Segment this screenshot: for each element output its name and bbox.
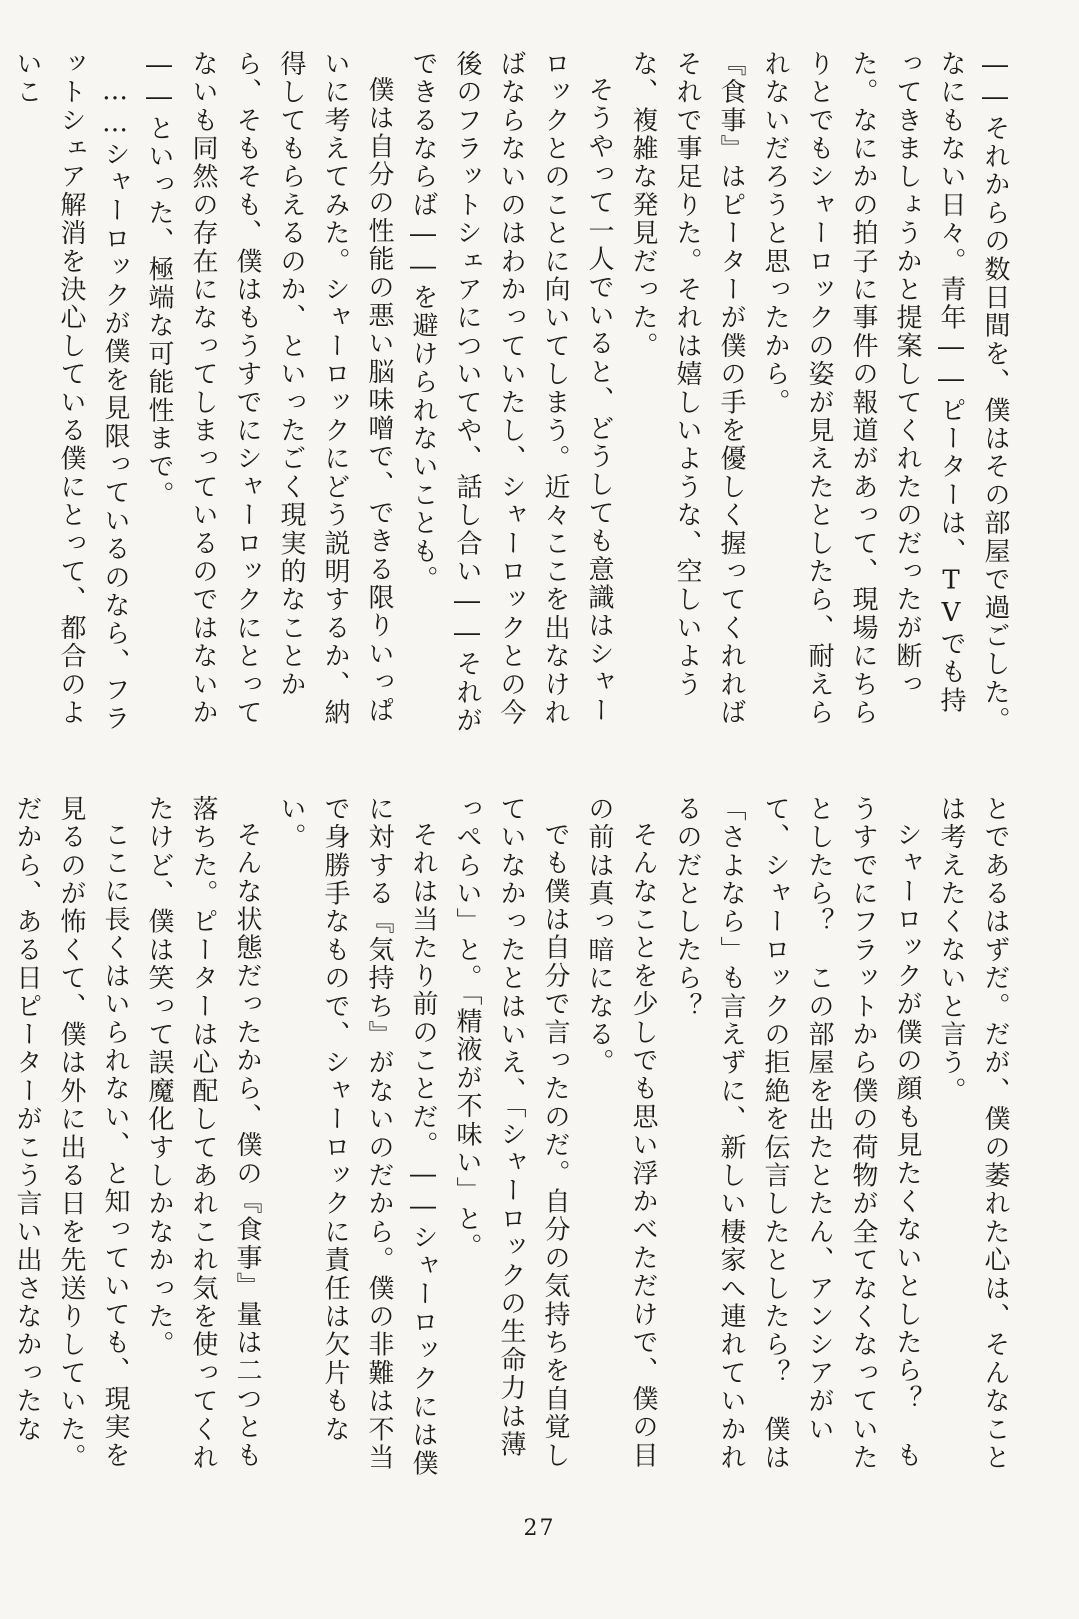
paragraph: シャーロックが僕の顔も見たくないとしたら？ もうすでにフラットから僕の荷物が全てなくなっていたとしたら？ この部屋を出たとたん、アンシアがいて、シャーロックの拒絶を伝言したとしたら？ 僕は「さよなら」も言えずに、新しい棲家へ連れていかれるのだとしたら？	[672, 795, 922, 1472]
paragraph: そんな状態だったから、僕の『食事』量は二つとも落ちた。ピーターは心配してあれこれ気を使ってくれたけど、僕は笑って誤魔化すしかなかった。	[144, 795, 262, 1472]
paragraph: ……シャーロックが僕を見限っているのなら、フラットシェア解消を決心している僕にとって、都合のよいこ	[12, 50, 130, 733]
page-number: 27	[523, 1516, 556, 1541]
paragraph: そんなことを少しでも思い浮かべただけで、僕の目の前は真っ暗になる。	[584, 795, 658, 1470]
lower-text-block	[12, 795, 1017, 1485]
paragraph: とであるはずだ。だが、僕の萎れた心は、そんなことは考えたくないと言う。	[936, 795, 1010, 1472]
paragraph: 僕は自分の性能の悪い脳味噌で、できる限りいっぱいに考えてみた。シャーロックにどう説明するか、納得してもらえるのか、といったごく現実的なことから、そもそも、僕はもうすでにシャーロックにとってないも同然の存在になってしまっているのではないか――といった、極端な可能性まで。	[144, 50, 394, 727]
paragraph: でも僕は自分で言ったのだ。自分の気持ちを自覚していなかったとはいえ、「シャーロックの生命力は薄っぺらい」と。「精液が不味い」と。	[452, 795, 570, 1470]
paragraph: それは当たり前のことだ。――シャーロックには僕に対する『気持ち』がないのだから。僕の非難は不当で身勝手なもので、シャーロックに責任は欠片もない。	[276, 795, 438, 1478]
paragraph: ――それからの数日間を、僕はその部屋で過ごした。	[980, 50, 1010, 735]
paragraph: なにもない日々。青年――ピーターは、TVでも持ってきましょうかと提案してくれたのだったが断った。なにかの拍子に事件の報道があって、現場にちらりとでもシャーロックの姿が見えたとしたら、耐えられないだろうと思ったから。	[760, 50, 966, 727]
paragraph: 『食事』はピーターが僕の手を優しく握ってくれればそれで事足りた。それは嬉しいような、空しいような、複雑な発見だった。	[628, 50, 746, 727]
paragraph: そうやって一人でいると、どうしても意識はシャーロックとのことに向いてしまう。近々ここを出なければならないのはわかっていたし、シャーロックとの今後のフラットシェアについてや、話し合い――それができるならば――を避けられないことも。	[408, 50, 614, 735]
paragraph: ここに長くはいられない、と知っていても、現実を見るのが怖くて、僕は外に出る日を先送りしていた。だから、ある日ピーターがこう言い出さなかったな	[12, 795, 130, 1472]
upper-text-block	[12, 50, 1017, 740]
